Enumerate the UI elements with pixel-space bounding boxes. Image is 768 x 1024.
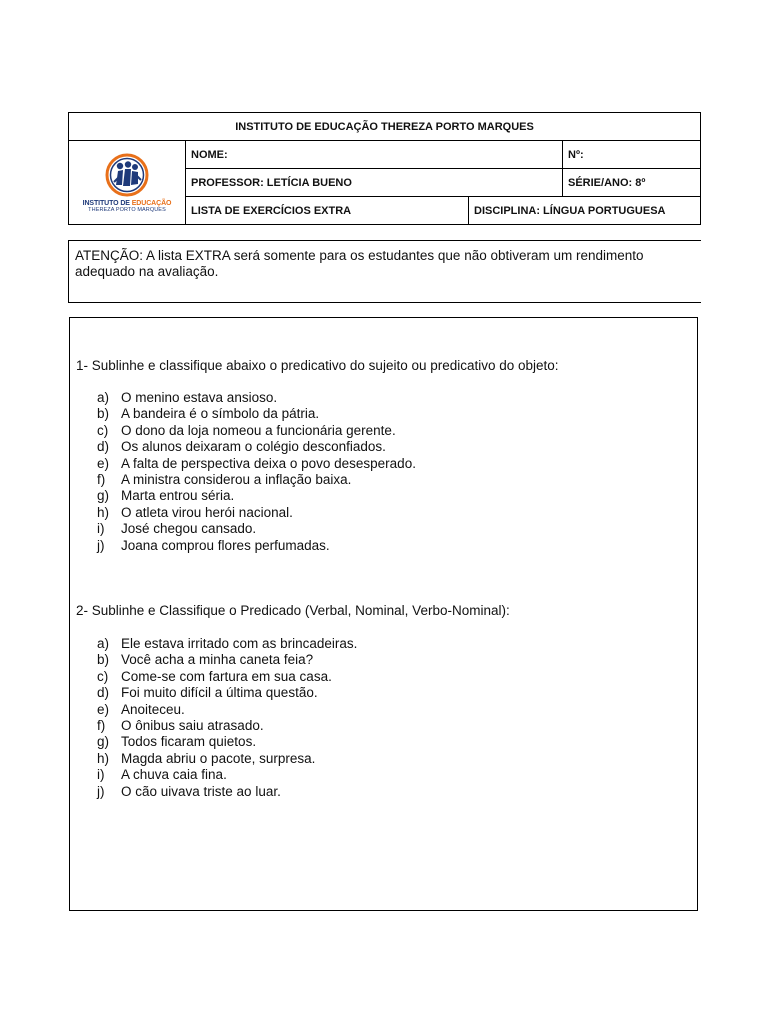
list-item: i) José chegou cansado. bbox=[97, 521, 257, 537]
list-item: f) O ônibus saiu atrasado. bbox=[97, 718, 264, 734]
list-item: j) O cão uivava triste ao luar. bbox=[97, 783, 281, 799]
lista-field: LISTA DE EXERCÍCIOS EXTRA bbox=[186, 197, 469, 225]
list-item: h) O atleta virou herói nacional. bbox=[97, 504, 293, 520]
list-item: c) O dono da loja nomeou a funcionária gerente. bbox=[97, 422, 396, 438]
list-item: f) A ministra considerou a inflação baixa. bbox=[97, 472, 352, 488]
list-item: b) Você acha a minha caneta feia? bbox=[97, 652, 314, 668]
attention-notice: ATENÇÃO: A lista EXTRA será somente para os estudantes que não obtiveram um rendimento adequado na avaliação. bbox=[68, 240, 701, 303]
question-1-prompt: 1- Sublinhe e classifique abaixo o predicativo do sujeito ou predicativo do objeto: bbox=[76, 358, 559, 373]
logo-text-sub: THEREZA PORTO MARQUES bbox=[88, 207, 166, 213]
list-item: i) A chuva caia fina. bbox=[97, 767, 227, 783]
question-1-list bbox=[97, 390, 416, 554]
question-2-list bbox=[97, 636, 357, 800]
exercise-box bbox=[69, 317, 698, 911]
list-item: a) Ele estava irritado com as brincadeiras. bbox=[97, 636, 358, 651]
school-logo bbox=[69, 152, 185, 213]
list-item: a) O menino estava ansioso. bbox=[97, 390, 278, 405]
question-2-prompt: 2- Sublinhe e Classifique o Predicado (Verbal, Nominal, Verbo-Nominal): bbox=[76, 603, 510, 618]
list-item: e) Anoiteceu. bbox=[97, 701, 185, 717]
professor-field: PROFESSOR: LETÍCIA BUENO bbox=[186, 169, 563, 197]
students-emblem-icon bbox=[104, 152, 150, 198]
numero-field: Nº: bbox=[563, 141, 701, 169]
list-item: d) Foi muito difícil a última questão. bbox=[97, 685, 318, 701]
list-item: e) A falta de perspectiva deixa o povo desesperado. bbox=[97, 455, 416, 471]
disciplina-field: DISCIPLINA: LÍNGUA PORTUGUESA bbox=[469, 197, 701, 225]
list-item: d) Os alunos deixaram o colégio desconfiados. bbox=[97, 439, 386, 455]
list-item: j) Joana comprou flores perfumadas. bbox=[97, 537, 330, 553]
school-title: INSTITUTO DE EDUCAÇÃO THEREZA PORTO MARQUES bbox=[69, 113, 701, 141]
logo-text-main: INSTITUTO DE EDUCAÇÃO bbox=[82, 200, 172, 207]
logo-cell bbox=[69, 141, 186, 225]
list-item: h) Magda abriu o pacote, surpresa. bbox=[97, 750, 316, 766]
header-table bbox=[68, 112, 701, 225]
list-item: b) A bandeira é o símbolo da pátria. bbox=[97, 406, 320, 422]
list-item: g) Marta entrou séria. bbox=[97, 488, 235, 504]
list-item: g) Todos ficaram quietos. bbox=[97, 734, 257, 750]
list-item: c) Come-se com fartura em sua casa. bbox=[97, 668, 332, 684]
nome-field: NOME: bbox=[186, 141, 563, 169]
serie-field: SÉRIE/ANO: 8º bbox=[563, 169, 701, 197]
